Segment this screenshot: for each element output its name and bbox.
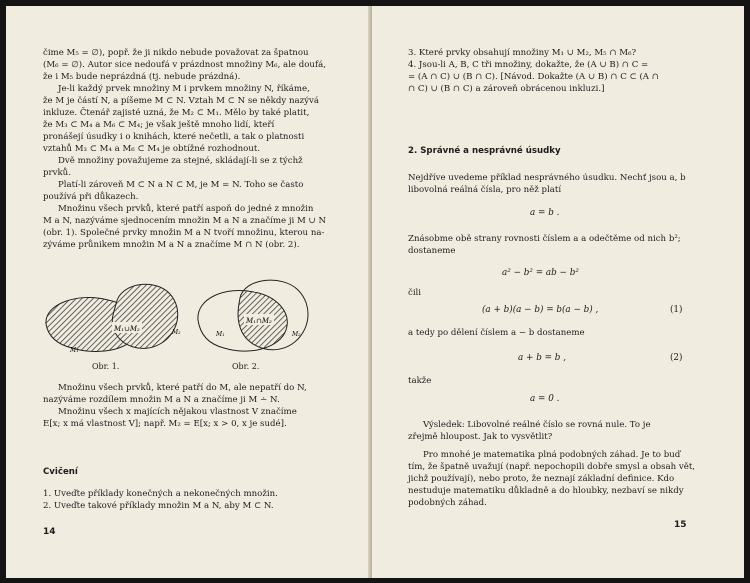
equation: a = 0 .: [530, 394, 560, 404]
text-line: Množinu všech x majících nějakou vlastnost V značíme: [58, 407, 297, 417]
text-line: nestuduje matematiku důkladně a do hloubky, nezbaví se nikdy: [408, 486, 684, 496]
figure-caption: Obr. 2.: [232, 362, 260, 371]
page-number: 15: [674, 520, 687, 530]
page-number: 14: [43, 527, 56, 537]
figure-union-diagram: [38, 274, 188, 358]
exercise-item: = (A ∩ C) ∪ (B ∩ C). [Návod. Dokažte (A ∪ B) ∩ C ⊂ (A ∩: [408, 72, 659, 82]
text-line: (obr. 1). Společné prvky množin M a N tvoří množinu, kterou na-: [43, 228, 325, 238]
label-intersection: M₁∩M₂: [246, 317, 272, 325]
text-line: tím, že špatně uvažují (např. nepochopili dobře smysl a obsah vět,: [408, 462, 696, 472]
label-m1: M₁: [70, 347, 79, 354]
right-page: [372, 6, 744, 578]
text-line: Je-li každý prvek množiny M i prvkem množiny N, říkáme,: [58, 84, 310, 94]
equation: (a + b)(a − b) = b(a − b) ,: [482, 305, 599, 315]
figure-caption: Obr. 1.: [92, 362, 120, 371]
text-line: (M₆ = ∅). Autor sice nedoufá v prázdnost množiny M₆, ale doufá,: [43, 60, 326, 70]
text-line: Množinu všech prvků, které patří aspoň do jedné z množin: [58, 204, 314, 214]
text-line: zýváme průnikem množin M a N a značíme M ∩ N (obr. 2).: [43, 240, 300, 250]
text-line: pronášejí úsudky i o knihách, které nečetli, a tak o platnosti: [43, 132, 305, 142]
section-title: 2. Správné a nesprávné úsudky: [408, 146, 561, 156]
text-line: inkluze. Čtenář zajisté uzná, že M₂ ⊂ M₁. Mělo by také platit,: [43, 108, 310, 118]
text-line: E[x; x má vlastnost V]; např. M₂ = E[x; x > 0, x je sudé].: [43, 419, 287, 429]
equation-number: (2): [670, 353, 683, 363]
equation: a = b .: [530, 208, 560, 218]
text-line: vztahů M₃ ⊂ M₄ a M₆ ⊂ M₄ je obtížné rozhodnout.: [43, 144, 261, 154]
text-line: libovolná reálná čísla, pro něž platí: [408, 185, 562, 195]
exercise-item: 4. Jsou-li A, B, C tři množiny, dokažte, že (A ∪ B) ∩ C =: [408, 60, 649, 70]
label-m1: M₁: [216, 331, 225, 338]
text-line: podobných záhad.: [408, 498, 487, 508]
set-m2-shape: [112, 284, 177, 348]
exercise-item: 1. Uveďte příklady konečných a nekonečných množin.: [43, 489, 278, 499]
text-line: Množinu všech prvků, které patří do M, ale nepatří do N,: [58, 383, 307, 393]
exercise-item: ∩ C) ∪ (B ∩ C) a zároveň obrácenou inkluzi.]: [408, 84, 605, 94]
text-line: Dvě množiny považujeme za stejné, skládají-li se z týchž: [58, 156, 303, 166]
left-page: [6, 6, 371, 578]
figure-intersection-diagram: [192, 272, 332, 360]
text-line: Nejdříve uvedeme příklad nesprávného úsudku. Nechť jsou a, b: [408, 173, 686, 183]
text-line: Pro mnohé je matematika plná podobných záhad. Je to buď: [423, 450, 681, 460]
text-line: nazýváme rozdílem množin M a N a značíme ji M ∸ N.: [43, 395, 280, 405]
equation-number: (1): [670, 305, 683, 315]
text-line: M a N, nazýváme sjednocením množin M a N a značíme ji M ∪ N: [43, 216, 326, 226]
label-m2: M₂: [172, 329, 181, 336]
equation: a² − b² = ab − b²: [502, 268, 579, 278]
text-line: že M je částí N, a píšeme M ⊂ N. Vztah M ⊂ N se někdy nazývá: [43, 96, 319, 106]
exercise-item: 2. Uveďte takové příklady množin M a N, aby M ⊂ N.: [43, 501, 274, 511]
text-line: čime M₅ = ∅), popř. že ji nikdo nebude považovat za špatnou: [43, 48, 309, 58]
label-m2: M₂: [292, 331, 301, 338]
text-line: prvků.: [43, 168, 71, 178]
label-union: M₁∪M₂: [114, 325, 140, 333]
equation: a + b = b ,: [518, 353, 567, 363]
text-line: dostaneme: [408, 246, 456, 256]
text-line: Platí-li zároveň M ⊂ N a N ⊂ M, je M = N. Toho se často: [58, 180, 304, 190]
text-line: a tedy po dělení číslem a − b dostaneme: [408, 328, 585, 338]
text-line: že i M₅ bude neprázdná (tj. nebude prázdná).: [43, 72, 241, 82]
text-line: čili: [408, 288, 422, 298]
text-line: používá při důkazech.: [43, 192, 139, 202]
exercise-item: 3. Které prvky obsahují množiny M₁ ∪ M₂, M₅ ∩ M₆?: [408, 48, 637, 58]
exercises-heading: Cvičení: [43, 467, 78, 477]
text-line: zřejmě hloupost. Jak to vysvětlit?: [408, 432, 553, 442]
text-line: jichž používají), nebo proto, že neznají základní definice. Kdo: [408, 474, 675, 484]
text-line: Znásobme obě strany rovnosti číslem a a odečtěme od nich b²;: [408, 234, 681, 244]
text-line: že M₃ ⊂ M₄ a M₆ ⊂ M₄; je však ještě mnoho lidí, kteří: [43, 120, 275, 130]
text-line: takže: [408, 376, 432, 386]
text-line: Výsledek: Libovolné reálné číslo se rovná nule. To je: [423, 420, 651, 430]
